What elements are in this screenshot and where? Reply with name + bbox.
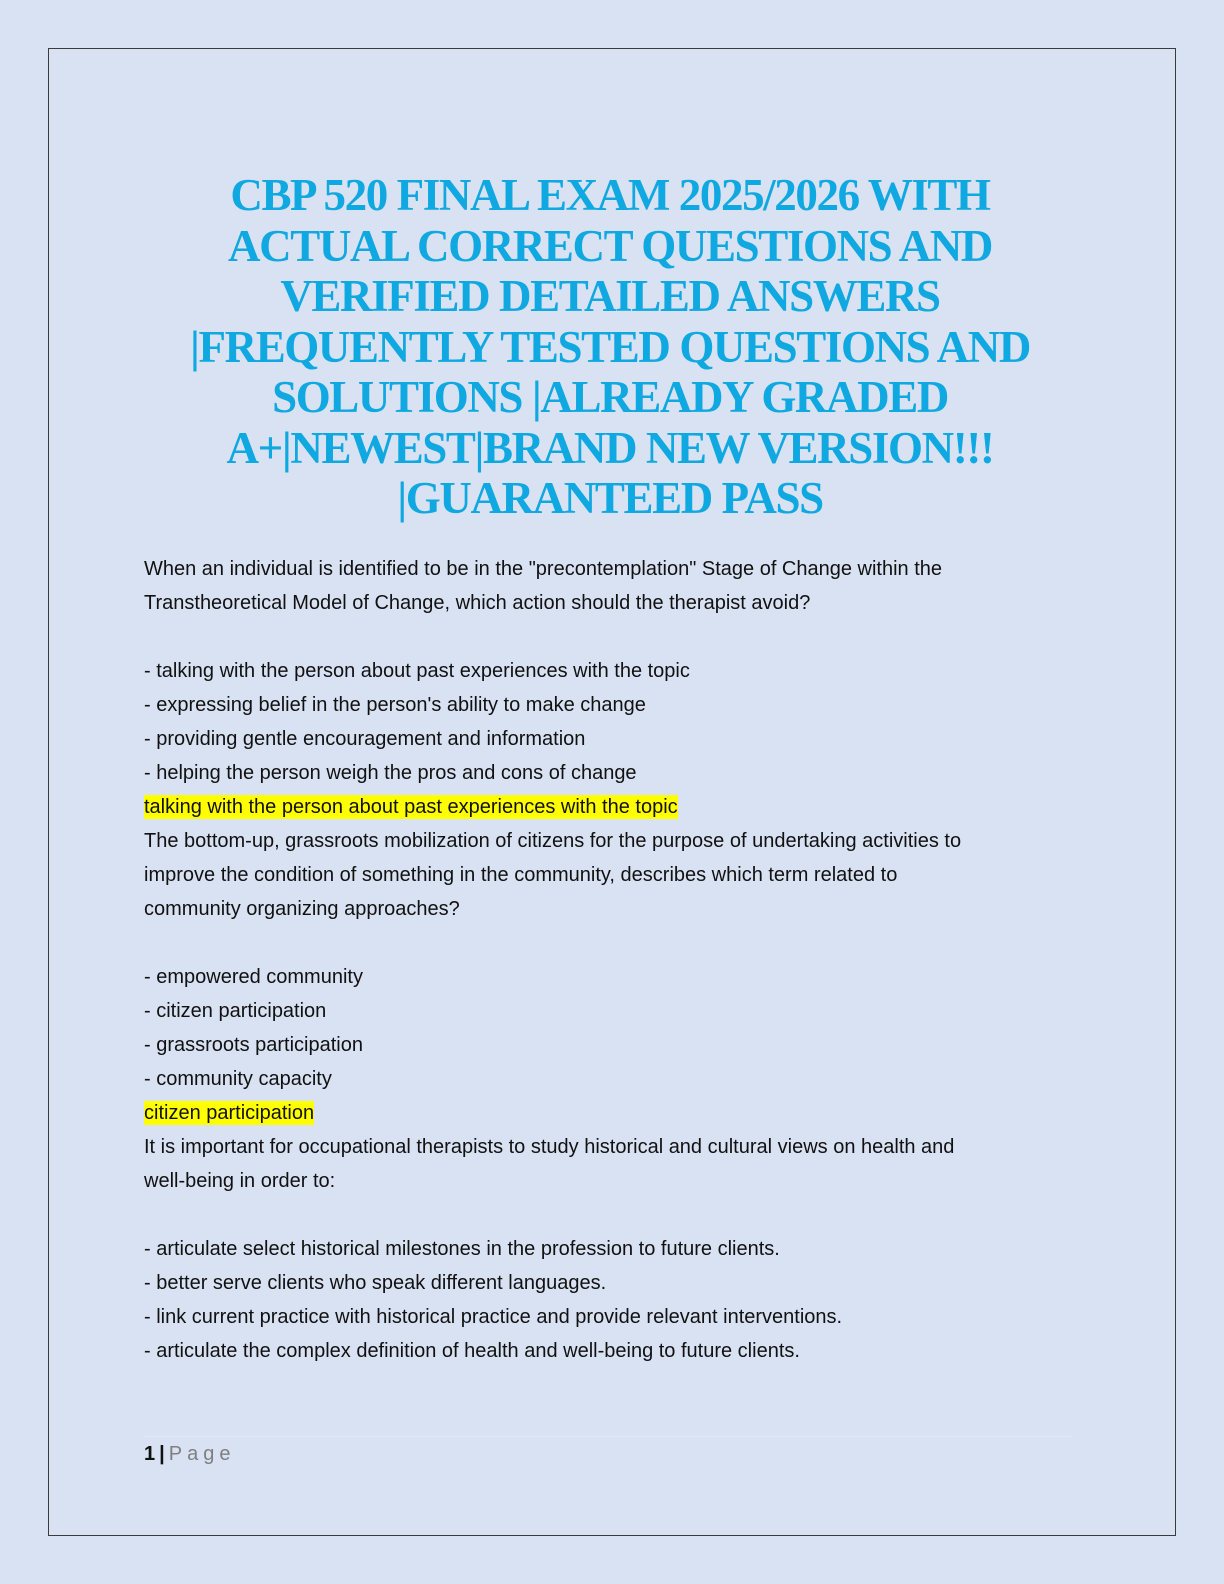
question-line: The bottom-up, grassroots mobilization of citizens for the purpose of undertaking activities to [144,830,962,852]
answer-row [144,790,1084,824]
option-item: - articulate the complex definition of health and well-being to future clients. [144,1340,800,1362]
question-text [144,824,1084,1096]
title-line: ACTUAL CORRECT QUESTIONS AND [228,220,992,271]
question-2 [144,824,1084,1130]
title-line: VERIFIED DETAILED ANSWERS [280,271,940,321]
option-item: - empowered community [144,966,363,988]
option-item: - articulate select historical milestones in the profession to future clients. [144,1238,780,1260]
option-item: - helping the person weigh the pros and cons of change [144,762,637,784]
document-title [145,170,1075,524]
question-text [144,1130,1084,1368]
blank-line [144,1198,1084,1232]
option-item: - citizen participation [144,1000,327,1022]
question-line: improve the condition of something in the community, describes which term related to [144,864,898,886]
option-item: - link current practice with historical practice and provide relevant interventions. [144,1306,843,1328]
question-line: community organizing approaches? [144,898,460,920]
blank-line [144,620,1084,654]
answer-row [144,1096,1084,1130]
page-separator: | [159,1443,165,1465]
option-item: - talking with the person about past experiences with the topic [144,660,690,682]
highlighted-answer: citizen participation [144,1102,315,1124]
title-line: A+|NEWEST|BRAND NEW VERSION!!! [226,422,994,473]
title-line: |FREQUENTLY TESTED QUESTIONS AND [190,321,1030,372]
option-item: - community capacity [144,1068,332,1090]
option-item: - better serve clients who speak different languages. [144,1272,607,1294]
blank-line [144,926,1084,960]
question-text [144,552,1084,790]
option-item: - grassroots participation [144,1034,363,1056]
page-number: 1 [144,1443,156,1465]
question-3 [144,1130,1084,1368]
title-line: |GUARANTEED PASS [397,473,823,523]
question-line: When an individual is identified to be in the "precontemplation" Stage of Change within the [144,558,943,580]
document-body [144,552,1084,1368]
option-item: - expressing belief in the person's ability to make change [144,694,646,716]
question-line: Transtheoretical Model of Change, which action should the therapist avoid? [144,592,811,614]
title-line: SOLUTIONS |ALREADY GRADED [272,372,948,422]
page-footer [144,1436,1072,1467]
page-label: Page [168,1443,236,1465]
option-item: - providing gentle encouragement and information [144,728,586,750]
title-line: CBP 520 FINAL EXAM 2025/2026 WITH [230,170,990,220]
highlighted-answer: talking with the person about past experiences with the topic [144,796,678,818]
question-1 [144,552,1084,824]
question-line: well-being in order to: [144,1170,336,1192]
question-line: It is important for occupational therapists to study historical and cultural views on health and [144,1136,955,1158]
